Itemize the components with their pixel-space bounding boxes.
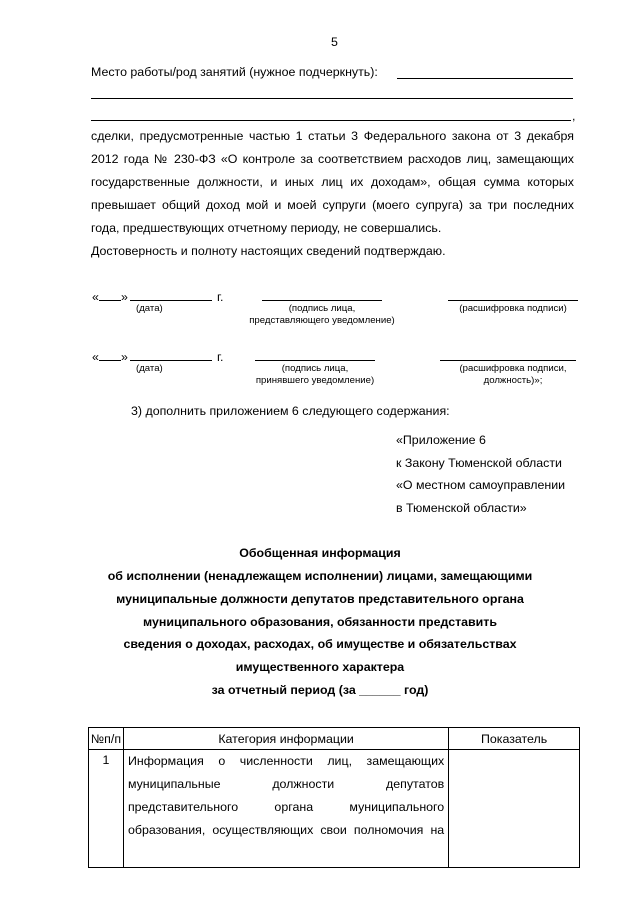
row-category	[123, 750, 448, 868]
signature-label: (подпись лица,	[288, 303, 356, 314]
table-header-row	[89, 728, 580, 750]
date-year-suffix: г.	[217, 350, 224, 364]
decode-blank	[448, 300, 578, 301]
row-number-text: 1	[102, 753, 110, 767]
heading-line: сведения о доходах, расходах, об имуществе и обязательствах	[123, 637, 517, 651]
row-value	[449, 750, 580, 868]
signature-label: принявшего уведомление)	[255, 375, 375, 386]
signature-label: представляющего уведомление)	[249, 315, 395, 326]
date-label: (дата)	[136, 363, 163, 374]
heading-line: об исполнении (ненадлежащем исполнении) лицами, замещающими	[107, 569, 533, 583]
signature-blank	[255, 360, 375, 361]
signature-blank	[262, 300, 382, 301]
date-day-blank	[99, 300, 121, 301]
paragraph-line: государственные должности, и иных лиц их доходам», общая сумма которых	[91, 175, 574, 189]
row-category-line: образования, осуществляющих свои полномочия на	[127, 823, 445, 837]
table-row	[89, 750, 580, 868]
work-place-blank-2	[91, 98, 573, 99]
date-month-blank	[130, 300, 212, 301]
row-number	[89, 750, 124, 868]
work-place-blank-1	[397, 78, 573, 79]
decode-label: (расшифровка подписи,	[459, 363, 567, 374]
confirmation-text: Достоверность и полноту настоящих сведений подтверждаю.	[91, 244, 446, 258]
header-cell-value: Показатель	[449, 728, 580, 750]
row-category-line: муниципальные должности депутатов	[127, 777, 445, 791]
row-category-line: Информация о численности лиц, замещающих	[127, 754, 445, 768]
paragraph-line: года, предшествующих отчетному периоду, не совершались.	[91, 221, 442, 235]
page-number: 5	[331, 35, 338, 49]
appendix-ref-line: «О местном самоуправлении	[396, 478, 566, 492]
date-month-blank	[130, 360, 212, 361]
decode-label: должность)»;	[483, 375, 543, 386]
appendix-ref-line: в Тюменской области»	[396, 501, 527, 515]
heading-line: муниципальные должности депутатов представительного органа	[116, 592, 524, 606]
date-label: (дата)	[136, 303, 163, 314]
paragraph-line: превышает общий доход мой и моей супруги (моего супруга) за три последних	[91, 198, 574, 212]
paragraph-line: сделки, предусмотренные частью 1 статьи 3 Федерального закона от 3 декабря	[91, 129, 574, 143]
row-category-line: представительного органа муниципального	[127, 800, 445, 814]
decode-label: (расшифровка подписи)	[459, 303, 567, 314]
work-place-blank-3	[91, 120, 571, 121]
heading-line: за отчетный период (за ______ год)	[211, 683, 429, 697]
work-place-label: Место работы/род занятий (нужное подчеркнуть):	[91, 65, 378, 79]
amendment-text: 3) дополнить приложением 6 следующего содержания:	[131, 404, 450, 418]
date-quote-close: »	[121, 350, 128, 364]
signature-label: (подпись лица,	[281, 363, 349, 374]
heading-line: муниципального образования, обязанности представить	[143, 615, 497, 629]
date-year-suffix: г.	[217, 290, 224, 304]
header-cell-number: №п/п	[89, 728, 124, 750]
date-quote-close: »	[121, 290, 128, 304]
info-table	[88, 727, 580, 868]
work-place-comma: ,	[572, 109, 576, 123]
appendix-ref-line: «Приложение 6	[396, 433, 486, 447]
paragraph-line: 2012 года № 230-ФЗ «О контроле за соответствием расходов лиц, замещающих	[91, 152, 574, 166]
heading-line: Обобщенная информация	[239, 546, 401, 560]
heading-line: имущественного характера	[235, 660, 405, 674]
date-day-blank	[99, 360, 121, 361]
appendix-ref-line: к Закону Тюменской области	[396, 456, 562, 470]
date-quote-open: «	[92, 290, 99, 304]
header-cell-category: Категория информации	[123, 728, 448, 750]
decode-blank	[440, 360, 576, 361]
date-quote-open: «	[92, 350, 99, 364]
